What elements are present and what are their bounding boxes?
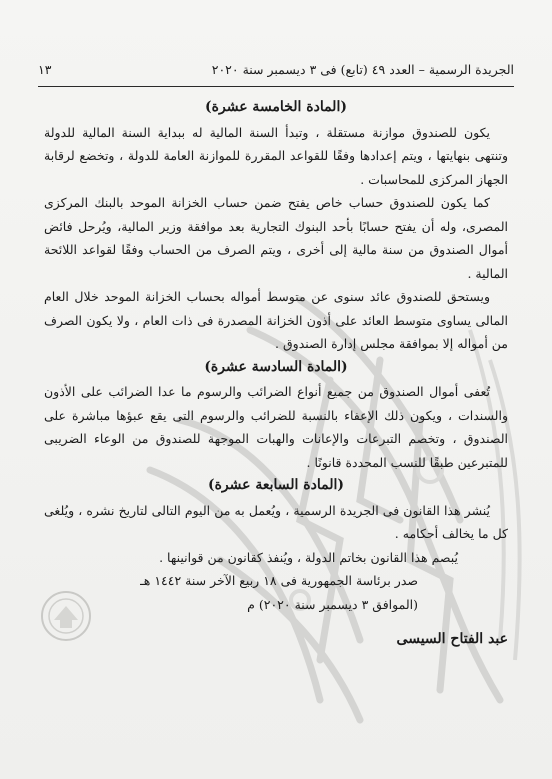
issue-date-hijri: صدر برئاسة الجمهورية فى ١٨ ربيع الآخر سنة ١٤٤٢ هـ bbox=[140, 573, 418, 588]
article-15-paragraph-2: كما يكون للصندوق حساب خاص يفتح ضمن حساب الخزانة الموحد بالبنك المركزى المصرى، وله أن يفتح حسابًا بأحد البنوك التجارية بعد موافقة وزير المالية، ويُرحل فائض أموال الصندوق من سنة مالية إلى أخرى ، ويتم الصرف من الحساب وفقًا لقواعد اللائحة المالية . bbox=[44, 195, 508, 281]
article-17-heading: (المادة السابعة عشرة) bbox=[207, 477, 345, 493]
article-17-paragraph-1: يُنشر هذا القانون فى الجريدة الرسمية ، ويُعمل به من اليوم التالى لتاريخ نشره ، ويُلغى كل ما يخالف أحكامه . bbox=[44, 502, 508, 541]
article-17 bbox=[44, 474, 508, 652]
article-17-paragraph-2: يُبصم هذا القانون بخاتم الدولة ، ويُنفذ كقانون من قوانينها . bbox=[159, 549, 458, 565]
header-divider bbox=[38, 86, 514, 87]
header-title: الجريدة الرسمية – العدد ٤٩ (تابع) فى ٣ ديسمبر سنة ٢٠٢٠ bbox=[211, 61, 514, 77]
article-15-heading: (المادة الخامسة عشرة) bbox=[205, 99, 347, 115]
issue-date-gregorian: (الموافق ٣ ديسمبر سنة ٢٠٢٠) م bbox=[247, 596, 418, 612]
article-16 bbox=[44, 356, 508, 475]
article-15-paragraph-3: ويستحق للصندوق عائد سنوى عن متوسط أمواله بحساب الخزانة الموحد خلال العام المالى يساوى متوسط العائد على أذون الخزانة المصدرة فى ذات العام ، ولا يكون الصرف من أمواله إلا بموافقة مجلس إدارة الصندوق . bbox=[44, 289, 508, 351]
document-body bbox=[44, 96, 508, 652]
page-header bbox=[38, 56, 514, 82]
article-16-paragraph-1: تُعفى أموال الصندوق من جميع أنواع الضرائب والرسوم ما عدا الضرائب على الأذون والسندات ، ويكون ذلك الإعفاء بالنسبة للضرائب والرسوم التى يقع عبؤها مباشرة على الصندوق ، وتخصم التبرعات والإعانات والهبات الموجهة للصندوق من الوعاء الضريبى للمتبرعين طبقًا للنسب المحددة قانونًا . bbox=[44, 384, 508, 470]
article-15 bbox=[44, 96, 508, 356]
article-15-paragraph-1: يكون للصندوق موازنة مستقلة ، وتبدأ السنة المالية له ببداية السنة المالية للدولة وتنتهى بنهايتها ، ويتم إعدادها وفقًا للقواعد المقررة للموازنة العامة للدولة ، وتخضع لرقابة الجهاز المركزى للمحاسبات . bbox=[44, 124, 508, 187]
article-16-heading: (المادة السادسة عشرة) bbox=[204, 358, 348, 375]
page-number: ١٣ bbox=[38, 61, 52, 77]
president-signature: عبد الفتاح السيسى bbox=[396, 631, 508, 647]
